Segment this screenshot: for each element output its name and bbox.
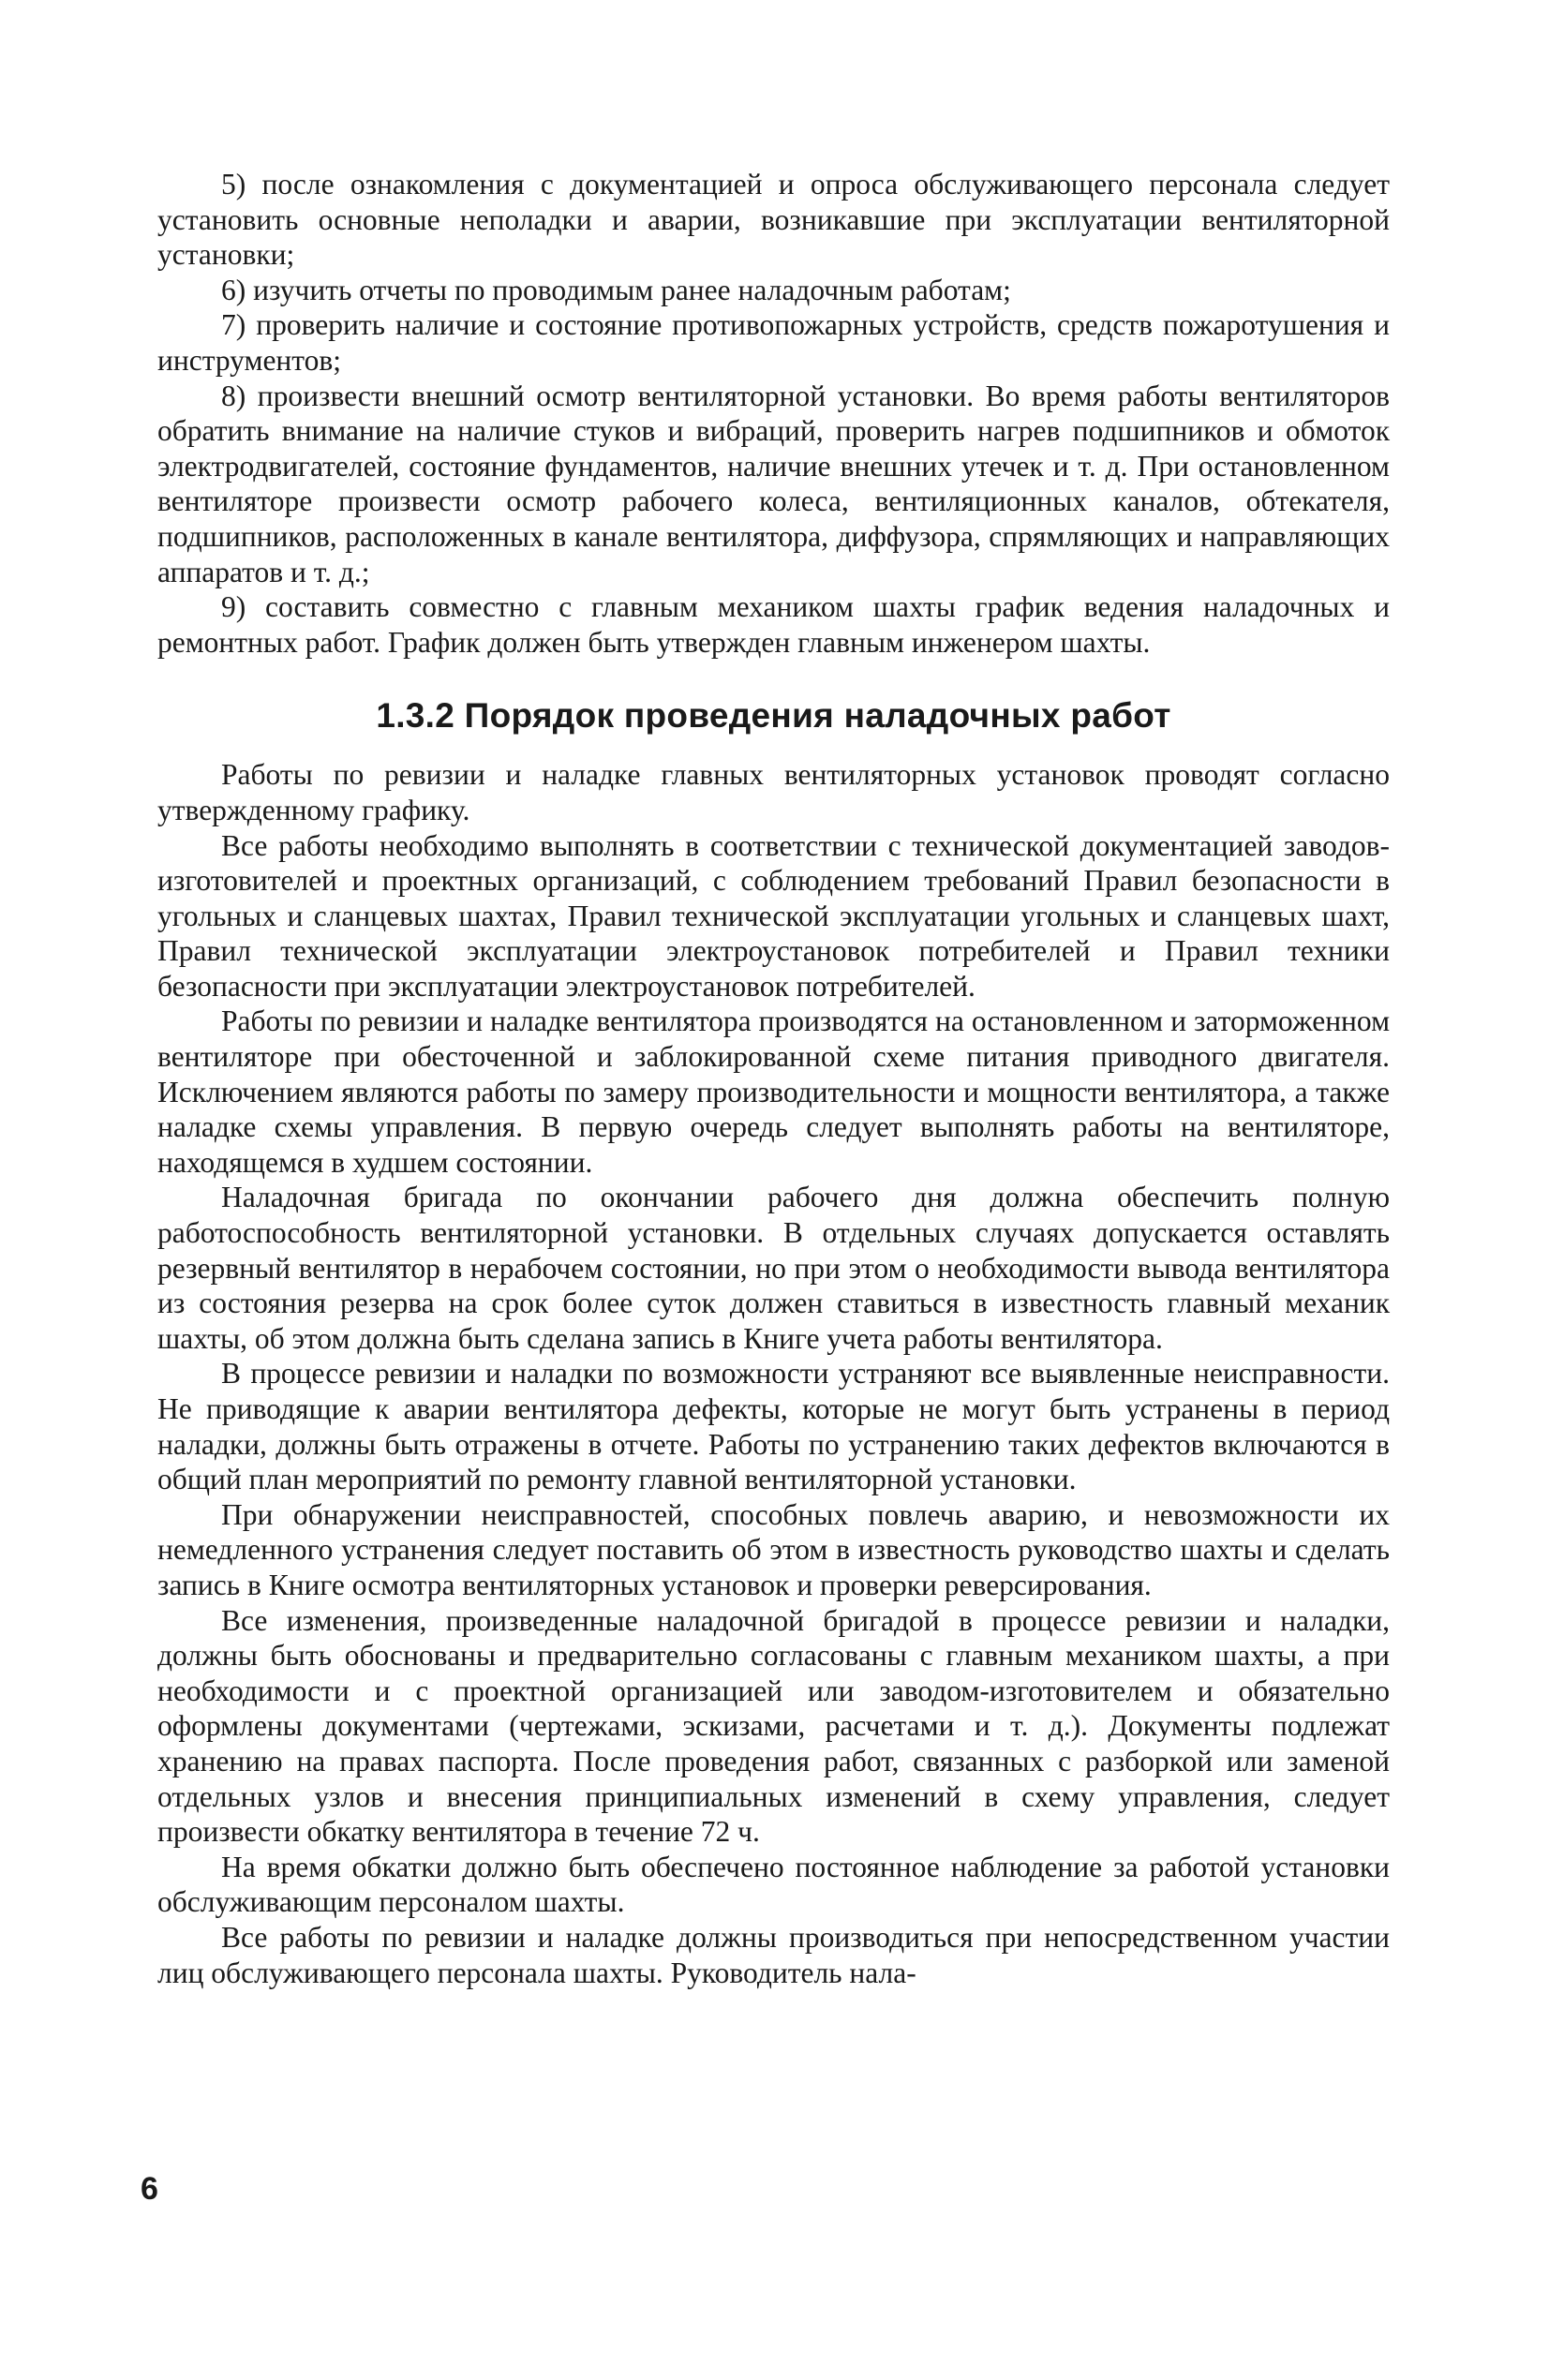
paragraph: При обнаружении неисправностей, способных повлечь аварию, и невозможности их немедленного устранения следует поставить об этом в известность руководство шахты и сделать запись в Книге осмотра вентиляторных установок и проверки реверсирования.: [157, 1497, 1390, 1601]
paragraph: Все работы по ревизии и наладке должны производиться при непосредственном участии лиц обслуживающего персонала шахты. Руководитель нала-: [157, 1920, 1390, 1989]
list-item-7: 7) проверить наличие и состояние противопожарных устройств, средств пожаротушения и инструментов;: [157, 308, 1390, 377]
paragraph: В процессе ревизии и наладки по возможности устраняют все выявленные неисправности. Не приводящие к аварии вентилятора дефекты, которые не могут быть устранены в период наладки, должны быть отражены в отчете. Работы по устранению таких дефектов включаются в общий план мероприятий по ремонту главной вентиляторной установки.: [157, 1357, 1390, 1496]
list-item-8: 8) произвести внешний осмотр вентиляторной установки. Во время работы вентиляторов обратить внимание на наличие стуков и вибраций, проверить нагрев подшипников и обмоток электродвигателей, состояние фундаментов, наличие внешних утечек и т. д. При остановленном вентиляторе произвести осмотр рабочего колеса, вентиляционных каналов, обтекателя, подшипников, расположенных в канале вентилятора, диффузора, спрямляющих и направляющих аппаратов и т. д.;: [157, 379, 1390, 588]
paragraph: На время обкатки должно быть обеспечено постоянное наблюдение за работой установки обслуживающим персоналом шахты.: [157, 1850, 1390, 1919]
section-heading: 1.3.2 Порядок проведения наладочных работ: [376, 696, 1171, 736]
page-body: [157, 167, 1390, 1990]
paragraph: Все изменения, произведенные наладочной бригадой в процессе ревизии и наладки, должны быть обоснованы и предварительно согласованы с главным механиком шахты, а при необходимости и с проектной организацией или заводом-изготовителем и обязательно оформлены документами (чертежами, эскизами, расчетами и т. д.). Документы подлежат хранению на правах паспорта. После проведения работ, связанных с разборкой или заменой отдельных узлов и внесения принципиальных изменений в схему управления, следует произвести обкатку вентилятора в течение 72 ч.: [157, 1603, 1390, 1849]
paragraph: Все работы необходимо выполнять в соответствии с технической документацией заводов-изготовителей и проектных организаций, с соблюдением требований Правил безопасности в угольных и сланцевых шахтах, Правил технической эксплуатации угольных и сланцевых шахт, Правил технической эксплуатации электроустановок потребителей и Правил техники безопасности при эксплуатации электроустановок потребителей.: [157, 828, 1390, 1003]
list-item-5: 5) после ознакомления с документацией и опроса обслуживающего персонала следует установить основные неполадки и аварии, возникавшие при эксплуатации вентиляторной установки;: [157, 168, 1390, 272]
page-number: 6: [141, 2171, 158, 2207]
paragraph: Работы по ревизии и наладке вентилятора производятся на остановленном и заторможенном вентиляторе при обесточенной и заблокированной схеме питания приводного двигателя. Исключением являются работы по замеру производительности и мощности вентилятора, а также наладке схемы управления. В первую очередь следует выполнять работы на вентиляторе, находящемся в худшем состоянии.: [157, 1004, 1390, 1179]
paragraph: Наладочная бригада по окончании рабочего дня должна обеспечить полную работоспособность вентиляторной установки. В отдельных случаях допускается оставлять резервный вентилятор в нерабочем состоянии, но при этом о необходимости вывода вентилятора из состояния резерва на срок более суток должен ставиться в известность главный механик шахты, об этом должна быть сделана запись в Книге учета работы вентилятора.: [157, 1181, 1390, 1355]
list-item-6: 6) изучить отчеты по проводимым ранее наладочным работам;: [221, 273, 1011, 306]
paragraph: Работы по ревизии и наладке главных вентиляторных установок проводят согласно утвержденному графику.: [157, 758, 1390, 826]
list-item-9: 9) составить совместно с главным механиком шахты график ведения наладочных и ремонтных работ. График должен быть утвержден главным инженером шахты.: [157, 590, 1390, 659]
